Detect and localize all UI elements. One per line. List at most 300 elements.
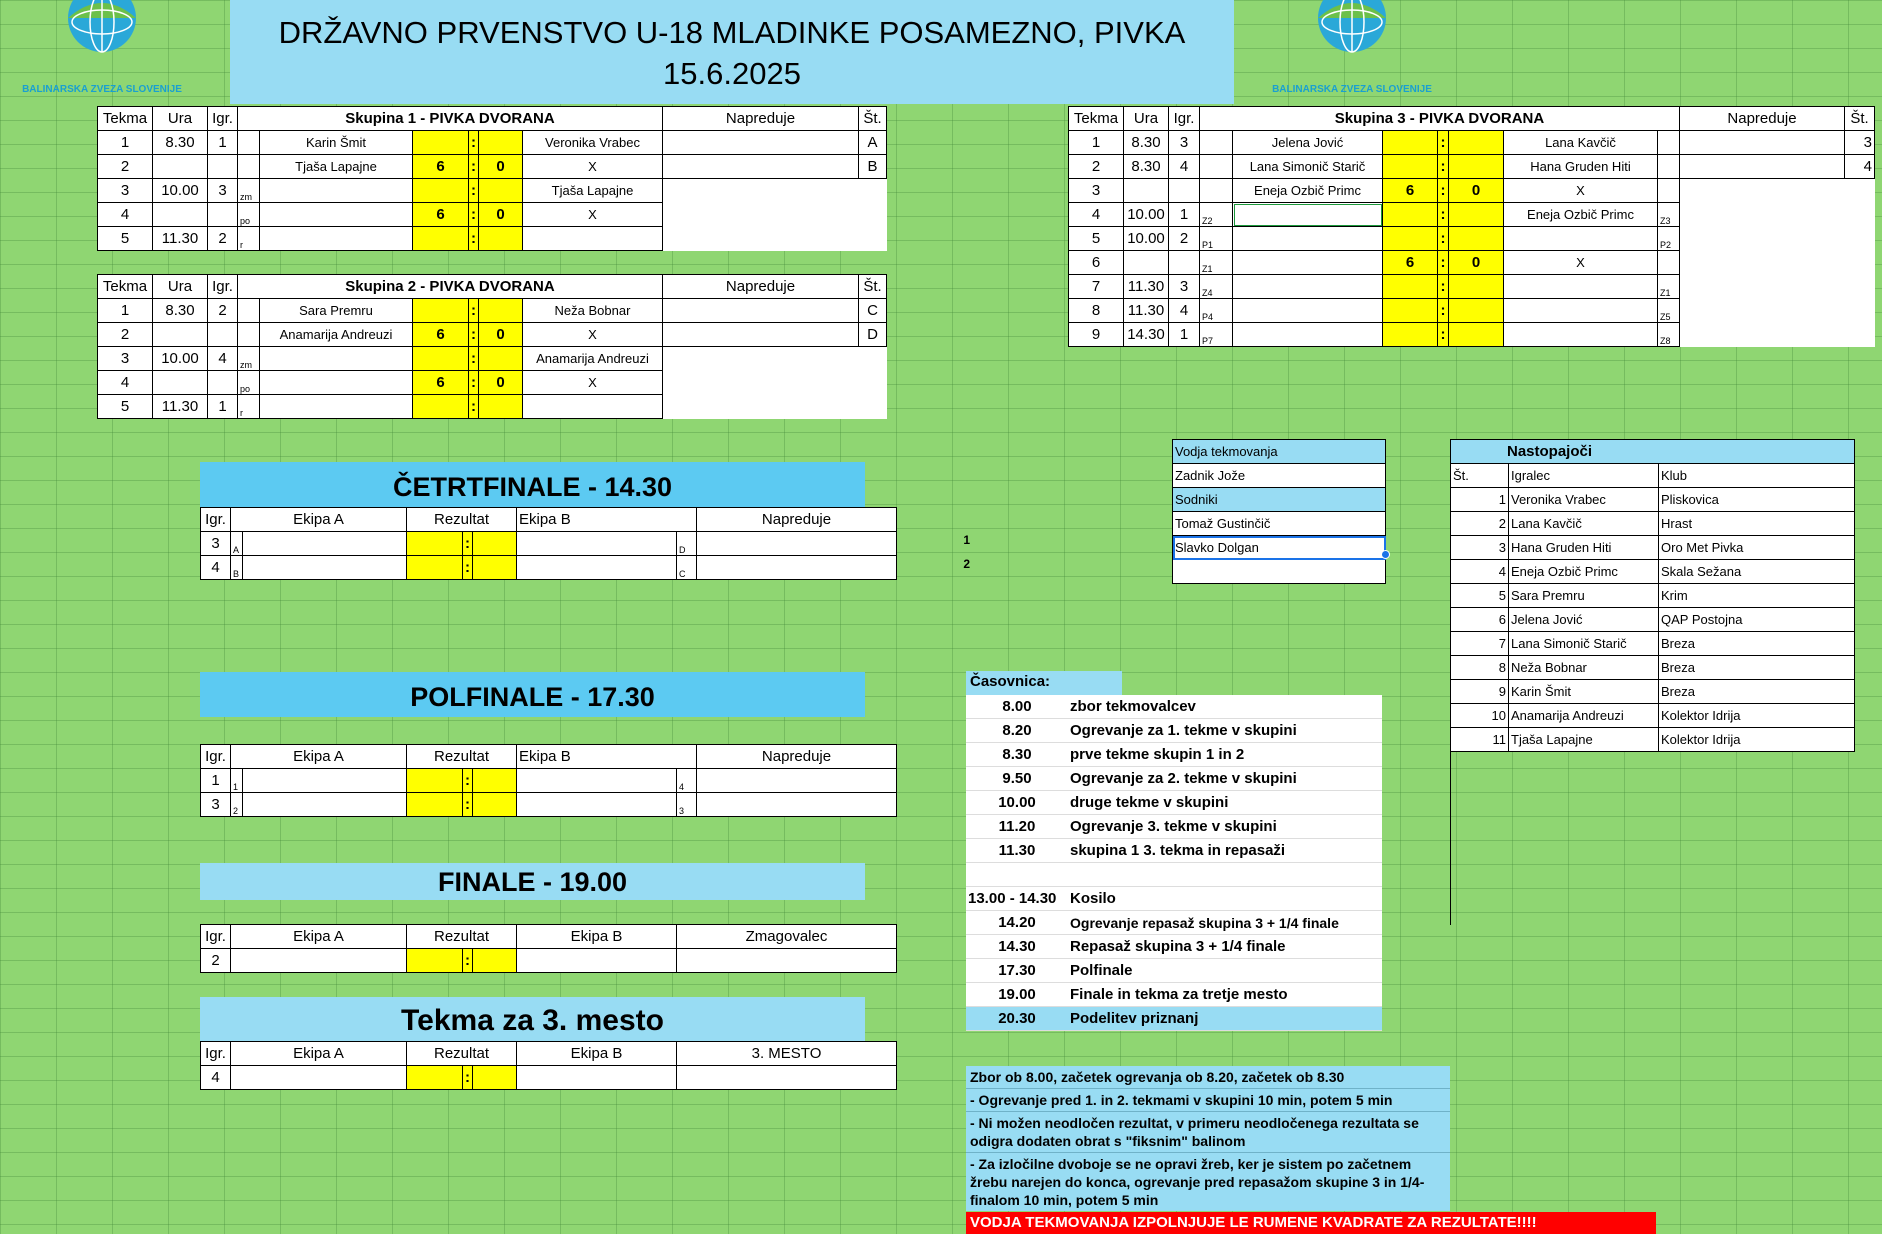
schedule-description: Ogrevanje za 2. tekme v skupini [1068,767,1382,791]
schedule-row [966,719,1382,743]
player-b: Lana Kavčič [1504,131,1658,155]
score-b-input[interactable] [473,532,517,556]
score-b-input[interactable]: 0 [1449,251,1504,275]
player-number: 10 [1451,704,1509,728]
schedule-time: 19.00 [966,983,1068,1007]
lane-number: 1 [1169,323,1200,347]
match-number: 7 [1069,275,1124,299]
advances-cell [663,155,859,179]
schedule-time: 20.30 [966,1007,1068,1031]
score-a-input[interactable] [407,769,463,793]
seed-label [1845,227,1875,251]
player-row [1451,536,1855,560]
match-row [98,299,887,323]
slot-tag-b: 4 [677,769,697,793]
match-time [153,203,208,227]
title-line2: 15.6.2025 [663,56,801,91]
player-row [1451,656,1855,680]
col-igr: Igr. [201,745,231,769]
player-a: Sara Premru [260,299,413,323]
col-rezultat: Rezultat [407,1042,517,1066]
lane-number: 2 [201,949,231,973]
schedule-description: zbor tekmovalcev [1068,695,1382,719]
score-a-input[interactable] [407,532,463,556]
team-a [243,532,407,556]
seed-label [859,179,887,203]
score-b-input[interactable]: 0 [479,203,523,227]
sodniki-label[interactable]: Sodniki [1173,488,1386,512]
schedule-row [966,911,1382,935]
logo-right [1272,0,1432,100]
quarterfinal-title: ČETRTFINALE - 14.30 [200,462,865,507]
match-number: 6 [1069,251,1124,275]
player-club: Breza [1659,680,1855,704]
score-b-input[interactable] [479,227,523,251]
team-a [231,1066,407,1090]
col-klub: Klub [1659,464,1855,488]
team-b [517,793,677,817]
advances-cell [1680,323,1845,347]
round-tag: po [238,371,260,395]
page-title [230,0,1234,104]
match-number: 3 [98,179,153,203]
vodja-label[interactable]: Vodja tekmovanja [1173,440,1386,464]
seed-label [859,203,887,227]
score-b-input[interactable] [479,179,523,203]
advances-cell [663,371,859,395]
team-b [517,532,677,556]
note-1: Zbor ob 8.00, začetek ogrevanja ob 8.20, začetek ob 8.30 [966,1066,1450,1088]
match-number: 3 [98,347,153,371]
col-napreduje: Napreduje [1680,107,1845,131]
round-tag: zm [238,347,260,371]
col-zmagovalec: Zmagovalec [677,925,897,949]
advances-cell [663,323,859,347]
match-row [201,1066,897,1090]
col-igr: Igr. [201,925,231,949]
col-st: Št. [859,275,887,299]
seed-label: 3 [1845,131,1875,155]
col-3-mesto: 3. MESTO [677,1042,897,1066]
player-a [260,371,413,395]
player-a: Lana Simonič Starič [1233,155,1383,179]
score-b-input[interactable] [473,556,517,580]
player-number: 1 [1451,488,1509,512]
match-number: 8 [1069,299,1124,323]
warning-banner: VODJA TEKMOVANJA IZPOLNJUJE LE RUMENE KVADRATE ZA REZULTATE!!!! [966,1212,1656,1234]
score-b-input[interactable] [1449,203,1504,227]
seed-label [1845,323,1875,347]
score-b-input[interactable]: 0 [1449,179,1504,203]
match-row [98,227,887,251]
sodnik-2[interactable]: Slavko Dolgan [1173,536,1386,560]
score-separator: : [1438,227,1449,251]
winner-cell [677,1066,897,1090]
score-a-input[interactable] [413,347,469,371]
notes-box [966,1066,1450,1211]
advances-cell [1680,179,1845,203]
lane-number: 4 [1169,155,1200,179]
score-a-input[interactable] [1383,131,1438,155]
qf-num-2: 2 [963,557,970,571]
player-club: Krim [1659,584,1855,608]
score-b-input[interactable] [473,793,517,817]
player-a [260,203,413,227]
schedule-row [966,959,1382,983]
round-tag: Z3 [1658,203,1680,227]
col-ura: Ura [1124,107,1169,131]
match-number: 4 [1069,203,1124,227]
score-b-input[interactable] [479,395,523,419]
advances-cell [697,556,897,580]
score-a-input[interactable] [1383,275,1438,299]
col-napreduje: Napreduje [697,745,897,769]
score-b-input[interactable]: 0 [479,323,523,347]
match-time: 11.30 [153,227,208,251]
advances-cell [663,131,859,155]
score-a-input[interactable] [1383,323,1438,347]
match-time [153,155,208,179]
score-separator: : [463,1066,473,1090]
player-a: Tjaša Lapajne [260,155,413,179]
col-st: Št. [859,107,887,131]
match-time: 10.00 [153,179,208,203]
match-number: 4 [98,371,153,395]
lane-number [208,203,238,227]
col-ekipa-b: Ekipa B [517,508,697,532]
divider-line [1450,741,1451,925]
slot-tag-a: 1 [231,769,243,793]
schedule-time: 8.20 [966,719,1068,743]
score-separator: : [1438,131,1449,155]
schedule-description: Repasaž skupina 3 + 1/4 finale [1068,935,1382,959]
advances-cell [1680,203,1845,227]
match-time [153,323,208,347]
col-tekma: Tekma [98,107,153,131]
match-time: 8.30 [1124,131,1169,155]
player-a: Karin Šmit [260,131,413,155]
player-club: Oro Met Pivka [1659,536,1855,560]
final-title: FINALE - 19.00 [200,863,865,900]
player-b: X [523,371,663,395]
player-b: Hana Gruden Hiti [1504,155,1658,179]
match-row [98,179,887,203]
col-st: Št. [1451,464,1509,488]
player-a [260,227,413,251]
player-row [1451,584,1855,608]
player-a [260,179,413,203]
note-2: - Ogrevanje pred 1. in 2. tekmami v skupini 10 min, potem 5 min [966,1088,1450,1111]
player-row [1451,680,1855,704]
score-separator: : [469,131,479,155]
col-rezultat: Rezultat [407,925,517,949]
score-separator: : [469,155,479,179]
col-igr: Igr. [1169,107,1200,131]
score-b-input[interactable]: 0 [479,371,523,395]
score-a-input[interactable]: 6 [413,203,469,227]
score-b-input[interactable] [1449,323,1504,347]
players-title: Nastopajoči [1451,440,1855,464]
schedule-time: 11.30 [966,839,1068,863]
round-tag [238,131,260,155]
score-a-input[interactable] [407,949,463,973]
match-time: 10.00 [1124,203,1169,227]
schedule-row [966,863,1382,887]
round-tag [1658,131,1680,155]
final-table [200,924,897,973]
match-row [98,347,887,371]
sodnik-1[interactable]: Tomaž Gustinčič [1173,512,1386,536]
advances-cell [663,299,859,323]
match-time [1124,251,1169,275]
qf-num-1: 1 [963,533,970,547]
col-ekipa-b: Ekipa B [517,925,677,949]
seed-label [1845,251,1875,275]
match-row [1069,251,1875,275]
player-number: 6 [1451,608,1509,632]
score-b-input[interactable] [479,299,523,323]
match-time [1124,179,1169,203]
team-a [243,769,407,793]
score-a-input[interactable] [413,179,469,203]
player-name: Karin Šmit [1509,680,1659,704]
round-tag: r [238,395,260,419]
round-tag [1200,155,1233,179]
score-a-input[interactable]: 6 [413,323,469,347]
score-b-input[interactable] [473,949,517,973]
score-separator: : [1438,179,1449,203]
player-number: 11 [1451,728,1509,752]
schedule-table [966,695,1382,1031]
seed-label: 4 [1845,155,1875,179]
lane-number: 1 [208,131,238,155]
player-name: Lana Simonič Starič [1509,632,1659,656]
score-separator: : [469,347,479,371]
score-a-input[interactable]: 6 [1383,179,1438,203]
round-tag [238,299,260,323]
col-st: Št. [1845,107,1875,131]
round-tag [1200,179,1233,203]
score-a-input[interactable] [407,793,463,817]
col-ekipa-a: Ekipa A [231,745,407,769]
player-name: Neža Bobnar [1509,656,1659,680]
player-b [1504,299,1658,323]
player-b: Neža Bobnar [523,299,663,323]
score-b-input[interactable] [479,131,523,155]
score-separator: : [1438,323,1449,347]
match-time: 8.30 [153,131,208,155]
schedule-time: 13.00 - 14.30 [966,887,1068,911]
team-a [243,793,407,817]
match-row [98,395,887,419]
player-a: Anamarija Andreuzi [260,323,413,347]
match-number: 9 [1069,323,1124,347]
round-tag [238,155,260,179]
round-tag [1200,131,1233,155]
score-b-input[interactable] [479,347,523,371]
score-b-input[interactable] [1449,299,1504,323]
score-b-input[interactable] [1449,131,1504,155]
score-a-input[interactable]: 6 [413,371,469,395]
lane-number: 4 [1169,299,1200,323]
round-tag [238,323,260,347]
match-time: 8.30 [1124,155,1169,179]
group2-title: Skupina 2 - PIVKA DVORANA [238,275,663,299]
schedule-description: Podelitev priznanj [1068,1007,1382,1031]
player-row [1451,704,1855,728]
lane-number: 3 [201,793,231,817]
seed-label [859,371,887,395]
match-row [201,532,897,556]
player-b: X [523,323,663,347]
lane-number [1169,251,1200,275]
match-number: 2 [1069,155,1124,179]
player-number: 3 [1451,536,1509,560]
player-club: QAP Postojna [1659,608,1855,632]
match-row [1069,275,1875,299]
player-club: Kolektor Idrija [1659,728,1855,752]
seed-label: B [859,155,887,179]
col-igr: Igr. [208,107,238,131]
player-a [1233,299,1383,323]
match-time: 11.30 [1124,299,1169,323]
team-b [517,769,677,793]
score-separator: : [463,793,473,817]
col-igr: Igr. [201,1042,231,1066]
player-a [1233,251,1383,275]
schedule-description: druge tekme v skupini [1068,791,1382,815]
player-row [1451,560,1855,584]
player-b: Anamarija Andreuzi [523,347,663,371]
score-b-input[interactable] [1449,275,1504,299]
score-separator: : [1438,203,1449,227]
svg-text:BALINARSKA ZVEZA SLOVENIJE: BALINARSKA ZVEZA SLOVENIJE [22,84,182,95]
advances-cell [1680,251,1845,275]
player-club: Hrast [1659,512,1855,536]
player-number: 7 [1451,632,1509,656]
score-b-input[interactable] [473,769,517,793]
group1-title: Skupina 1 - PIVKA DVORANA [238,107,663,131]
score-b-input[interactable] [1449,227,1504,251]
lane-number: 1 [201,769,231,793]
player-name: Sara Premru [1509,584,1659,608]
match-number: 1 [1069,131,1124,155]
players-table [1450,439,1855,752]
team-a [231,949,407,973]
lane-number: 3 [201,532,231,556]
advances-cell [697,532,897,556]
advances-cell [697,793,897,817]
schedule-time: 9.50 [966,767,1068,791]
team-b [517,556,677,580]
col-igr: Igr. [208,275,238,299]
score-a-input[interactable] [1383,155,1438,179]
player-row [1451,632,1855,656]
round-tag: Z1 [1658,275,1680,299]
title-line1: DRŽAVNO PRVENSTVO U-18 MLADINKE POSAMEZNO, PIVKA [278,15,1186,50]
score-separator: : [1438,155,1449,179]
match-number: 4 [98,203,153,227]
schedule-row [966,839,1382,863]
match-row [1069,323,1875,347]
score-a-input[interactable] [413,131,469,155]
score-b-input[interactable]: 0 [479,155,523,179]
logo-left [22,0,182,100]
third-place-table [200,1041,897,1090]
score-a-input[interactable] [413,227,469,251]
score-a-input[interactable]: 6 [1383,251,1438,275]
player-row [1451,608,1855,632]
player-club: Breza [1659,656,1855,680]
score-a-input[interactable] [413,299,469,323]
lane-number [1169,179,1200,203]
score-b-input[interactable] [1449,155,1504,179]
player-row [1451,512,1855,536]
group3-table [1068,106,1875,347]
score-a-input[interactable] [1383,227,1438,251]
score-a-input[interactable] [413,395,469,419]
player-row [1451,728,1855,752]
lane-number [208,371,238,395]
note-4: - Za izločilne dvoboje se ne opravi žreb, ker je sistem po začetnem žrebu narejen do konca, ogrevanje pred repasažom skupine 3 in 1/4-finalom 10 min, potem 5 min [966,1152,1450,1211]
quarterfinal-table [200,507,897,580]
advances-cell [663,347,859,371]
col-ekipa-b: Ekipa B [517,1042,677,1066]
advances-cell [1680,131,1845,155]
group3-title: Skupina 3 - PIVKA DVORANA [1200,107,1680,131]
match-row [201,949,897,973]
score-a-input[interactable]: 6 [413,155,469,179]
col-napreduje: Napreduje [663,107,859,131]
seed-label [1845,275,1875,299]
match-time: 10.00 [1124,227,1169,251]
advances-cell [663,179,859,203]
col-ura: Ura [153,107,208,131]
match-row [201,769,897,793]
score-a-input[interactable] [1383,203,1438,227]
match-number: 2 [98,155,153,179]
vodja-name[interactable]: Zadnik Jože [1173,464,1386,488]
match-row [1069,131,1875,155]
seed-label [859,227,887,251]
score-a-input[interactable] [407,1066,463,1090]
schedule-title: Časovnica: [966,671,1122,695]
match-time [153,371,208,395]
slot-tag-a: B [231,556,243,580]
match-number: 5 [98,227,153,251]
score-a-input[interactable] [407,556,463,580]
match-row [98,131,887,155]
score-separator: : [469,323,479,347]
lane-number: 3 [208,179,238,203]
match-row [98,155,887,179]
player-b: Eneja Ozbič Primc [1504,203,1658,227]
schedule-description: skupina 1 3. tekma in repasaži [1068,839,1382,863]
lane-number: 2 [1169,227,1200,251]
score-a-input[interactable] [1383,299,1438,323]
advances-cell [663,203,859,227]
staff-empty[interactable] [1173,560,1386,584]
lane-number: 2 [208,227,238,251]
player-row [1451,488,1855,512]
score-separator: : [463,769,473,793]
schedule-description: Kosilo [1068,887,1382,911]
score-b-input[interactable] [473,1066,517,1090]
player-b [523,227,663,251]
col-ekipa-a: Ekipa A [231,508,407,532]
round-tag: Z1 [1200,251,1233,275]
selection-handle[interactable] [1381,550,1390,559]
